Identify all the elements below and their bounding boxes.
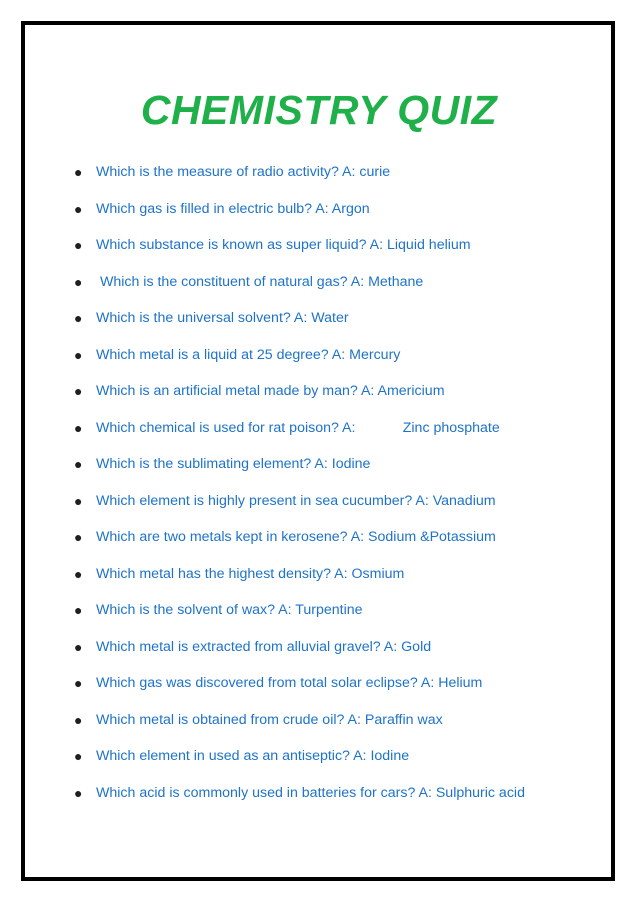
bullet-icon: ● [74, 785, 83, 801]
bullet-icon: ● [74, 274, 83, 290]
bullet-icon: ● [74, 639, 83, 655]
bullet-icon: ● [74, 493, 83, 509]
bullet-icon: ● [74, 237, 83, 253]
quiz-question-text: Which is an artificial metal made by man? A: Americium [96, 383, 445, 399]
bullet-icon: ● [74, 164, 83, 180]
bullet-icon: ● [74, 712, 83, 728]
bullet-icon: ● [74, 675, 83, 691]
quiz-question-text: Which metal is extracted from alluvial gravel? A: Gold [96, 639, 432, 655]
quiz-question-text: Which metal has the highest density? A: Osmium [96, 566, 405, 582]
quiz-question-text: Which acid is commonly used in batteries for cars? A: Sulphuric acid [96, 785, 525, 801]
bullet-icon: ● [74, 456, 83, 472]
quiz-question-text: Which gas is filled in electric bulb? A: Argon [96, 201, 370, 217]
quiz-question-text: Which element in used as an antiseptic? A: Iodine [96, 748, 410, 764]
bullet-icon: ● [74, 566, 83, 582]
quiz-question-text: Which element is highly present in sea cucumber? A: Vanadium [96, 493, 496, 509]
quiz-question-text: Which is the universal solvent? A: Water [96, 310, 349, 326]
bullet-icon: ● [74, 602, 83, 618]
quiz-question-text: Which is the measure of radio activity? A: curie [96, 164, 391, 180]
page-title: CHEMISTRY QUIZ [140, 87, 498, 133]
quiz-question-text: Which is the constituent of natural gas? A: Methane [96, 274, 424, 290]
bullet-icon: ● [74, 347, 83, 363]
quiz-question-text: Which is the sublimating element? A: Iodine [96, 456, 371, 472]
quiz-question-text: Which metal is obtained from crude oil? A: Paraffin wax [96, 712, 443, 728]
bullet-icon: ● [74, 310, 83, 326]
bullet-icon: ● [74, 748, 83, 764]
quiz-question-text: Which gas was discovered from total solar eclipse? A: Helium [96, 675, 483, 691]
quiz-question-text: Which chemical is used for rat poison? A: Zinc phosphate [96, 420, 500, 436]
quiz-question-text: Which substance is known as super liquid? A: Liquid helium [96, 237, 471, 253]
quiz-question-text: Which are two metals kept in kerosene? A: Sodium &Potassium [96, 529, 496, 545]
bullet-icon: ● [74, 383, 83, 399]
bullet-icon: ● [74, 420, 83, 436]
quiz-question-text: Which is the solvent of wax? A: Turpentine [96, 602, 363, 618]
bullet-icon: ● [74, 529, 83, 545]
bullet-icon: ● [74, 201, 83, 217]
quiz-question-text: Which metal is a liquid at 25 degree? A: Mercury [96, 347, 401, 363]
